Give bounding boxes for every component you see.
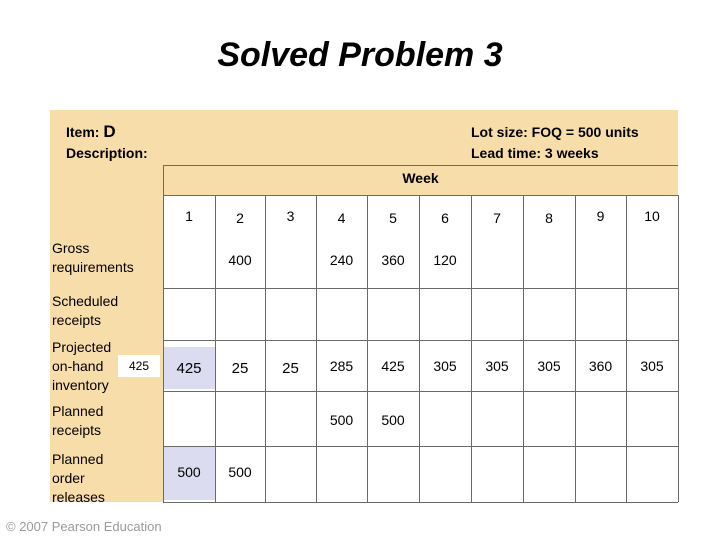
cell-projected: 305 <box>537 358 561 374</box>
cell-planned-orders: 500 <box>228 464 252 480</box>
cell-planned-receipts: 500 <box>329 412 354 428</box>
description-label: Description: <box>66 145 148 161</box>
grid-vline <box>626 195 627 502</box>
item-label: Item: <box>66 124 100 140</box>
grid-vline <box>471 195 472 502</box>
grid-vline <box>316 195 317 502</box>
grid-vline <box>265 195 266 502</box>
grid-hline <box>163 502 678 503</box>
row-label-scheduled: Scheduled receipts <box>52 293 119 328</box>
cell-gross: 240 <box>329 252 354 268</box>
cell-projected: 25 <box>231 360 249 377</box>
initial-on-hand: 425 <box>118 355 160 377</box>
week-number: 9 <box>596 208 605 224</box>
week-number: 2 <box>236 210 244 226</box>
page-title: Solved Problem 3 <box>217 36 503 74</box>
week-number: 4 <box>337 210 346 226</box>
mrp-grid <box>163 195 678 502</box>
row-label-projected: Projected on-hand inventory <box>52 339 112 393</box>
row-label-gross: Gross requirements <box>52 240 134 275</box>
cell-projected: 25 <box>282 360 299 377</box>
cell-gross: 400 <box>228 252 252 268</box>
grid-vline <box>575 195 576 502</box>
week-number: 7 <box>493 210 501 226</box>
cell-gross: 360 <box>381 252 405 268</box>
copyright-footer: © 2007 Pearson Education <box>6 519 162 534</box>
cell-projected: 285 <box>329 358 354 374</box>
grid-vline <box>163 195 164 502</box>
lot-size-label: Lot size: FOQ = 500 units <box>471 124 639 140</box>
cell-projected: 305 <box>640 358 664 374</box>
grid-vline <box>678 195 679 502</box>
grid-hline <box>163 446 678 447</box>
week-number: 1 <box>185 208 193 224</box>
week-number: 8 <box>545 210 553 226</box>
week-number: 6 <box>441 210 449 226</box>
grid-hline <box>163 195 678 196</box>
week-number: 10 <box>644 208 660 224</box>
item-info <box>66 122 116 142</box>
row-label-planned-orders: Planned order releases <box>52 451 105 505</box>
cell-projected: 425 <box>381 358 405 374</box>
grid-vline <box>419 195 420 502</box>
cell-planned-receipts: 500 <box>381 412 405 428</box>
lead-time-label: Lead time: 3 weeks <box>471 145 599 161</box>
grid-vline <box>215 195 216 502</box>
grid-hline <box>163 288 678 289</box>
week-header: Week <box>402 170 439 186</box>
grid-hline <box>163 391 678 392</box>
cell-gross: 120 <box>433 252 457 268</box>
grid-vline <box>523 195 524 502</box>
row-label-planned-receipts: Planned receipts <box>52 403 104 438</box>
cell-planned-orders: 500 <box>177 464 201 480</box>
cell-projected: 305 <box>485 358 509 374</box>
item-value: D <box>103 122 116 141</box>
grid-hline <box>163 340 678 341</box>
grid-vline <box>367 195 368 502</box>
cell-projected: 305 <box>433 358 457 374</box>
cell-projected: 360 <box>588 358 613 374</box>
week-number: 3 <box>286 208 295 224</box>
cell-projected: 425 <box>176 360 202 377</box>
week-number: 5 <box>389 210 397 226</box>
